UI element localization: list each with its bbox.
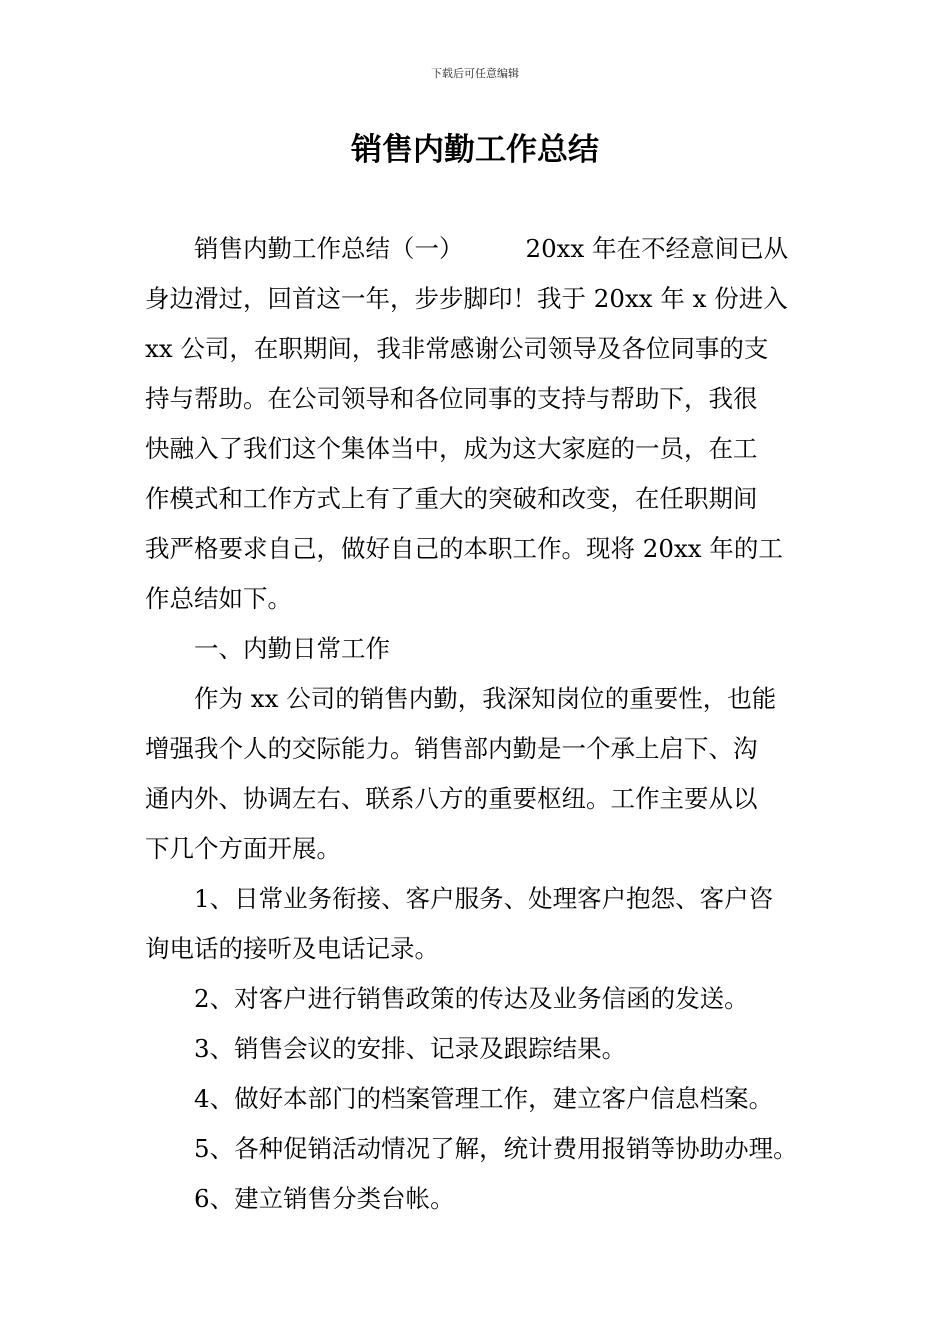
list-item: 2、对客户进行销售政策的传达及业务信函的发送。 <box>194 984 749 1013</box>
text-line: 1、日常业务衔接、客户服务、处理客户抱怨、客户咨 <box>194 884 774 913</box>
text-line: 作模式和工作方式上有了重大的突破和改变，在任职期间 <box>145 484 758 513</box>
section-heading: 一、内勤日常工作 <box>194 634 390 663</box>
text-line: 快融入了我们这个集体当中，成为这大家庭的一员，在工 <box>145 434 758 463</box>
intro-paragraph <box>145 224 807 624</box>
document-title: 销售内勤工作总结 <box>351 132 599 168</box>
text-line: 作总结如下。 <box>145 584 292 613</box>
text-line: 下几个方面开展。 <box>145 834 341 863</box>
section-paragraph <box>145 674 807 874</box>
header-note: 下载后可任意编辑 <box>431 67 519 80</box>
text-line: 通内外、协调左右、联系八方的重要枢纽。工作主要从以 <box>145 784 758 813</box>
document-body <box>145 224 807 1224</box>
list-item: 3、销售会议的安排、记录及跟踪结果。 <box>194 1034 627 1063</box>
list-item: 6、建立销售分类台帐。 <box>194 1184 455 1213</box>
list-item: 5、各种促销活动情况了解，统计费用报销等协助办理。 <box>194 1134 798 1163</box>
text-line: 我严格要求自己，做好自己的本职工作。现将 20xx 年的工 <box>145 534 783 563</box>
text-line: 身边滑过，回首这一年，步步脚印！我于 20xx 年 x 份进入 <box>145 284 788 313</box>
text-line: 作为 xx 公司的销售内勤，我深知岗位的重要性，也能 <box>194 684 777 713</box>
list-item: 4、做好本部门的档案管理工作，建立客户信息档案。 <box>194 1084 774 1113</box>
text-line: 增强我个人的交际能力。销售部内勤是一个承上启下、沟 <box>145 734 758 763</box>
text-line: xx 公司，在职期间，我非常感谢公司领导及各位同事的支 <box>145 334 769 363</box>
list-item <box>145 874 807 974</box>
text-line <box>145 224 807 274</box>
text-line: 持与帮助。在公司领导和各位同事的支持与帮助下，我很 <box>145 384 758 413</box>
text-line: 询电话的接听及电话记录。 <box>145 934 439 963</box>
intro-heading: 销售内勤工作总结（一） <box>194 234 464 263</box>
intro-line-1: 20xx 年在不经意间已从 <box>525 234 789 263</box>
